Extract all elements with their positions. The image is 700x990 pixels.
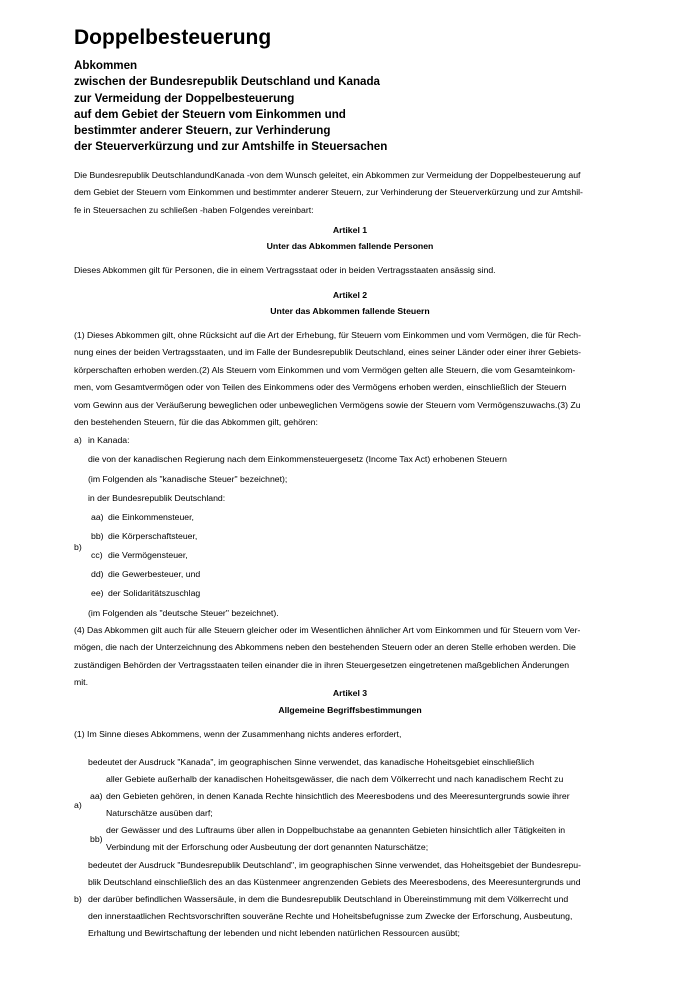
paragraph-line: den bestehenden Steuern, für die das Abkommen gilt, gehören: — [74, 417, 318, 428]
article-1-heading: Artikel 1 — [332, 225, 368, 235]
paragraph-line: nung eines der beiden Vertragsstaaten, und im Falle der Bundesrepublik Deutschland, eines seiner Länder oder einer ihrer Gebiets- — [74, 347, 582, 358]
definition-line: der darüber befindlichen Wassersäule, in dem die Bundesrepublik Deutschland in Übereinstimmung mit dem Völkerrecht und — [88, 894, 569, 904]
definition-canada-intro: bedeutet der Ausdruck "Kanada", im geographischen Sinne verwendet, das kanadische Hoheitsgebiet einschließlich — [88, 757, 535, 767]
list-label-a: a) — [74, 435, 82, 445]
article-3-subheading: Allgemeine Begriffsbestimmungen — [278, 705, 422, 715]
article-2-heading: Artikel 2 — [332, 290, 368, 300]
canada-tax-line: (im Folgenden als "kanadische Steuer" bezeichnet); — [88, 474, 288, 484]
sublist-label: aa) — [91, 512, 104, 522]
sublist-item: die Körperschaftsteuer, — [108, 531, 198, 541]
list-label-b: b) — [74, 894, 82, 904]
definition-line: Naturschätze ausüben darf; — [106, 808, 213, 818]
document-title: Doppelbesteuerung — [74, 26, 272, 49]
preamble-line: dem Gebiet der Steuern vom Einkommen und bestimmter anderer Steuern, zur Verhinderung der Steuerverkürzung und zur Amtshil- — [74, 187, 583, 198]
article-3-heading: Artikel 3 — [332, 688, 368, 698]
sublist-label: bb) — [90, 834, 103, 844]
preamble-line: Die Bundesrepublik DeutschlandundKanada -von dem Wunsch geleitet, ein Abkommen zur Vermeidung der Doppelbesteuerung auf — [74, 170, 581, 180]
definition-line: aller Gebiete außerhalb der kanadischen Hoheitsgewässer, die nach dem Völkerrecht und nach kanadischem Recht zu — [106, 774, 564, 784]
list-item-germany: in der Bundesrepublik Deutschland: — [88, 493, 226, 503]
definition-line: Verbindung mit der Erforschung oder Ausbeutung der dort genannten Naturschätze; — [106, 842, 429, 852]
list-item-canada: in Kanada: — [88, 435, 130, 445]
paragraph-line: mögen, die nach der Unterzeichnung des Abkommens neben den bestehenden Steuern oder an deren Stelle erhoben werden. Die — [74, 642, 576, 653]
article-2-paragraph-4 — [74, 622, 626, 692]
sublist-item: die Einkommensteuer, — [108, 512, 194, 522]
definition-line: den Gebieten gehören, in denen Kanada Rechte hinsichtlich des Meeresbodens und des Meeresuntergrunds sowie ihrer — [106, 791, 570, 801]
list-label-a: a) — [74, 800, 82, 810]
definition-line: den innerstaatlichen Rechtsvorschriften souveräne Rechte und Hoheitsbefugnisse zum Zwecke der Erforschung, Ausbeutung, — [88, 911, 573, 921]
article-2-paragraph-1 — [74, 327, 626, 431]
agreement-title-line: Abkommen — [74, 59, 138, 72]
canada-tax-line: die von der kanadischen Regierung nach dem Einkommensteuergesetz (Income Tax Act) erhobenen Steuern — [88, 454, 508, 464]
definition-line: Erhaltung und Bewirtschaftung der lebenden und nicht lebenden natürlichen Ressourcen ausübt; — [88, 928, 460, 938]
preamble — [74, 167, 626, 219]
sublist-item: die Vermögensteuer, — [108, 550, 188, 560]
paragraph-line: zuständigen Behörden der Vertragsstaaten teilen einander die in ihren Steuergesetzen eingetretenen maßgeblichen Änderungen — [74, 659, 570, 670]
article-2-subheading: Unter das Abkommen fallende Steuern — [270, 306, 430, 316]
sublist-label: cc) — [91, 550, 103, 560]
paragraph-line: mit. — [74, 677, 88, 688]
definition-line: blik Deutschland einschließlich des an das Küstenmeer angrenzenden Gebiets des Meeresbodens, des Meeresuntergrunds und — [88, 877, 581, 887]
agreement-title-line: zur Vermeidung der Doppelbesteuerung — [74, 91, 295, 105]
list-label-b: b) — [74, 542, 82, 552]
agreement-title-line: zwischen der Bundesrepublik Deutschland und Kanada — [74, 75, 381, 89]
paragraph-line: (1) Dieses Abkommen gilt, ohne Rücksicht auf die Art der Erhebung, für Steuern vom Einkommen und vom Vermögen, die für Rech- — [74, 330, 582, 340]
paragraph-line: (4) Das Abkommen gilt auch für alle Steuern gleicher oder im Wesentlichen ähnlicher Art vom Einkommen und für Steuern vom Ver- — [74, 625, 581, 635]
agreement-title — [74, 58, 387, 156]
definition-line: der Gewässer und des Luftraums über allen in Doppelbuchstabe aa genannten Gebieten hinsichtlich aller Tätigkeiten in — [106, 825, 566, 835]
article-3-paragraph-1: (1) Im Sinne dieses Abkommens, wenn der Zusammenhang nichts anderes erfordert, — [74, 729, 402, 739]
article-1-text: Dieses Abkommen gilt für Personen, die in einem Vertragsstaat oder in beiden Vertragsstaaten ansässig sind. — [74, 265, 496, 275]
sublist-label: aa) — [90, 791, 103, 801]
agreement-title-line: auf dem Gebiet der Steuern vom Einkommen und — [74, 107, 346, 121]
paragraph-line: vom Gewinn aus der Veräußerung beweglichen oder unbeweglichen Vermögens sowie der Steuern vom Vermögenszuwachs.(3) Zu — [74, 399, 581, 410]
agreement-title-line: der Steuerverkürzung und zur Amtshilfe in Steuersachen — [74, 140, 388, 154]
paragraph-line: men, vom Gesamtvermögen oder von Teilen des Einkommens oder des Vermögens erhoben werden, einschließlich der Steuern — [74, 382, 567, 393]
preamble-line: fe in Steuersachen zu schließen -haben Folgendes vereinbart: — [74, 204, 314, 215]
sublist-label: bb) — [91, 531, 104, 541]
sublist-label: ee) — [91, 588, 104, 598]
definition-line: bedeutet der Ausdruck "Bundesrepublik Deutschland", im geographischen Sinne verwendet, das Hoheitsgebiet der Bundesrepu- — [88, 860, 581, 870]
sublist-item: die Gewerbesteuer, und — [108, 569, 201, 579]
germany-tax-outro: (im Folgenden als "deutsche Steuer" bezeichnet). — [88, 608, 279, 618]
article-1-subheading: Unter das Abkommen fallende Personen — [266, 241, 434, 251]
sublist-item: der Solidaritätszuschlag — [108, 588, 201, 598]
paragraph-line: körperschaften erhoben werden.(2) Als Steuern vom Einkommen und vom Vermögen gelten alle Steuern, die vom Gesamteinkom- — [74, 364, 576, 375]
sublist-label: dd) — [91, 569, 104, 579]
agreement-title-line: bestimmter anderer Steuern, zur Verhinderung — [74, 124, 331, 138]
